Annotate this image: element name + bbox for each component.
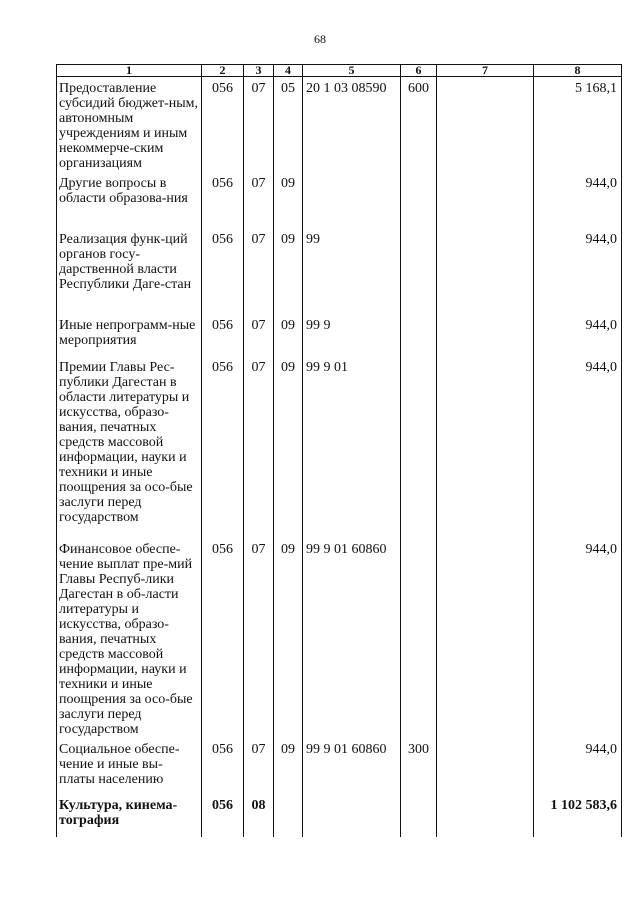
item-name: Реализация функ-ций органов госу-дарственной власти Республики Даге-стан — [57, 229, 202, 315]
cell-admin-code: 056 — [202, 739, 244, 795]
cell-section: 07 — [244, 539, 274, 739]
table-row — [57, 795, 622, 837]
cell-section: 07 — [244, 173, 274, 229]
cell-target-article: 99 9 01 60860 — [303, 539, 401, 739]
header-col-3: 3 — [244, 65, 274, 77]
item-name: Финансовое обеспе-чение выплат пре-мий Главы Респуб-лики Дагестан в об-ласти литературы и искусства, образо-вания, печатных средств массовой информации, науки и техники и иные поощрения за осо-бые заслуги перед государством — [57, 539, 202, 739]
cell-admin-code: 056 — [202, 315, 244, 357]
cell-expense-type: 300 — [401, 739, 437, 795]
table-row — [57, 173, 622, 229]
cell-amount: 5 168,1 — [534, 77, 622, 173]
item-name: Иные непрограмм-ные мероприятия — [57, 315, 202, 357]
cell-subsection: 09 — [274, 315, 303, 357]
cell-expense-type — [401, 795, 437, 837]
cell-section: 07 — [244, 229, 274, 315]
cell-col-7 — [437, 315, 534, 357]
cell-subsection: 09 — [274, 539, 303, 739]
cell-subsection: 09 — [274, 357, 303, 539]
cell-amount: 944,0 — [534, 173, 622, 229]
cell-amount: 944,0 — [534, 229, 622, 315]
cell-amount: 944,0 — [534, 315, 622, 357]
cell-subsection: 05 — [274, 77, 303, 173]
cell-expense-type: 600 — [401, 77, 437, 173]
cell-admin-code: 056 — [202, 795, 244, 837]
cell-subsection: 09 — [274, 173, 303, 229]
cell-admin-code: 056 — [202, 229, 244, 315]
cell-expense-type — [401, 229, 437, 315]
cell-target-article — [303, 795, 401, 837]
cell-admin-code: 056 — [202, 539, 244, 739]
item-name: Другие вопросы в области образова-ния — [57, 173, 202, 229]
cell-admin-code: 056 — [202, 173, 244, 229]
cell-col-7 — [437, 77, 534, 173]
item-name: Премии Главы Рес-публики Дагестан в области литературы и искусства, образо-вания, печатных средств массовой информации, науки и техники и иные поощрения за осо-бые заслуги перед государством — [57, 357, 202, 539]
cell-col-7 — [437, 539, 534, 739]
cell-section: 07 — [244, 739, 274, 795]
cell-section: 07 — [244, 77, 274, 173]
cell-amount: 944,0 — [534, 539, 622, 739]
cell-col-7 — [437, 229, 534, 315]
table-row — [57, 539, 622, 739]
cell-admin-code: 056 — [202, 357, 244, 539]
header-col-7: 7 — [437, 65, 534, 77]
cell-col-7 — [437, 173, 534, 229]
item-name: Предоставление субсидий бюджет-ным, автономным учреждениям и иным некоммерче-ским организациям — [57, 77, 202, 173]
cell-target-article: 99 9 — [303, 315, 401, 357]
table-row — [57, 229, 622, 315]
header-col-2: 2 — [202, 65, 244, 77]
cell-amount: 1 102 583,6 — [534, 795, 622, 837]
cell-expense-type — [401, 315, 437, 357]
cell-target-article: 99 — [303, 229, 401, 315]
cell-amount: 944,0 — [534, 357, 622, 539]
header-col-4: 4 — [274, 65, 303, 77]
cell-amount: 944,0 — [534, 739, 622, 795]
cell-col-7 — [437, 357, 534, 539]
cell-expense-type — [401, 173, 437, 229]
table-row — [57, 357, 622, 539]
item-name: Культура, кинема-тография — [57, 795, 202, 837]
cell-section: 07 — [244, 357, 274, 539]
header-row — [57, 65, 622, 77]
item-name: Социальное обеспе-чение и иные вы-платы населению — [57, 739, 202, 795]
cell-target-article — [303, 173, 401, 229]
table-row — [57, 739, 622, 795]
cell-admin-code: 056 — [202, 77, 244, 173]
cell-subsection — [274, 795, 303, 837]
header-col-1: 1 — [57, 65, 202, 77]
cell-section: 07 — [244, 315, 274, 357]
table-row — [57, 77, 622, 173]
header-col-8: 8 — [534, 65, 622, 77]
cell-subsection: 09 — [274, 229, 303, 315]
cell-expense-type — [401, 539, 437, 739]
page-number: 68 — [314, 32, 326, 46]
cell-subsection: 09 — [274, 739, 303, 795]
cell-target-article: 20 1 03 08590 — [303, 77, 401, 173]
cell-target-article: 99 9 01 — [303, 357, 401, 539]
table-row — [57, 315, 622, 357]
cell-col-7 — [437, 795, 534, 837]
header-col-6: 6 — [401, 65, 437, 77]
cell-col-7 — [437, 739, 534, 795]
cell-expense-type — [401, 357, 437, 539]
header-col-5: 5 — [303, 65, 401, 77]
budget-table — [56, 64, 622, 837]
cell-section: 08 — [244, 795, 274, 837]
cell-target-article: 99 9 01 60860 — [303, 739, 401, 795]
